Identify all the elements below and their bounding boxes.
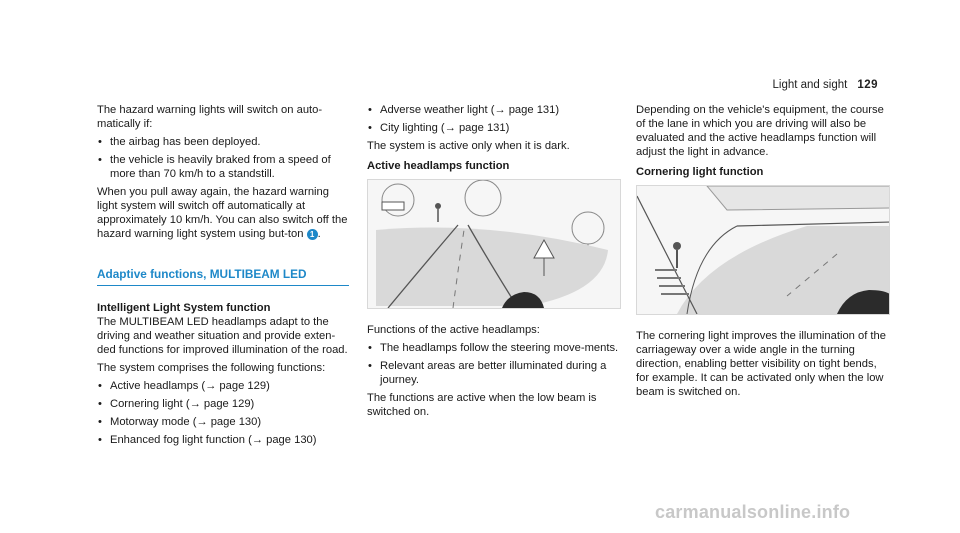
subsection-title: Intelligent Light System function xyxy=(97,302,271,314)
cross-reference-item[interactable]: • Active headlamps (→ page 129) xyxy=(97,379,349,393)
paragraph: Functions of the active headlamps: xyxy=(367,324,540,336)
page-header xyxy=(773,78,879,92)
paragraph: The hazard warning lights will switch on auto-matically if: xyxy=(97,104,323,130)
cross-reference-item[interactable]: • Cornering light (→ page 129) xyxy=(97,397,349,411)
bullet-list xyxy=(367,341,619,387)
paragraph: Depending on the vehicle's equipment, the course of the lane in which you are driving will also be evaluated and the active headlamps function will adjust the light in advance. xyxy=(636,104,884,158)
cornering-light-illustration xyxy=(636,185,890,315)
paragraph: The system comprises the following functions: xyxy=(97,362,326,374)
column-3 xyxy=(636,103,891,403)
cross-reference-item[interactable]: • Adverse weather light (→ page 131) xyxy=(367,103,619,117)
list-item: • the vehicle is heavily braked from a speed of more than 70 km/h to a standstill. xyxy=(97,153,349,181)
paragraph-text: When you pull away again, the hazard warning light system will switch off automatically at approximately 10 km/h. You can also switch off the hazard warning light system using but-ton xyxy=(97,186,348,240)
paragraph xyxy=(97,185,349,241)
list-item: • Relevant areas are better illuminated during a journey. xyxy=(367,359,619,387)
subsection-title: Active headlamps function xyxy=(367,160,510,172)
section-title: Adaptive functions, MULTIBEAM LED xyxy=(97,267,349,286)
page-number: 129 xyxy=(857,79,878,91)
cross-reference-item[interactable]: • City lighting (→ page 131) xyxy=(367,121,619,135)
column-2 xyxy=(367,103,619,423)
callout-badge: 1 xyxy=(307,229,318,240)
cross-reference-item[interactable]: • Enhanced fog light function (→ page 130) xyxy=(97,433,349,447)
active-headlamps-illustration xyxy=(367,179,621,309)
intersection-illustration-svg xyxy=(637,186,890,314)
paragraph: The functions are active when the low beam is switched on. xyxy=(367,392,597,418)
paragraph: The cornering light improves the illumination of the carriageway over a wide angle in the turning direction, enabling better visibility on tight bends, for example. It can be activated only when the low beam is switched on. xyxy=(636,330,886,398)
road-illustration-svg xyxy=(368,180,620,308)
subsection-title: Cornering light function xyxy=(636,166,764,178)
section-name: Light and sight xyxy=(772,79,848,91)
list-item: • The headlamps follow the steering move-ments. xyxy=(367,341,619,355)
bullet-list xyxy=(97,379,349,447)
bullet-list xyxy=(97,135,349,181)
cross-reference-item[interactable]: • Motorway mode (→ page 130) xyxy=(97,415,349,429)
column-1 xyxy=(97,103,349,451)
list-item: • the airbag has been deployed. xyxy=(97,135,349,149)
paragraph: The MULTIBEAM LED headlamps adapt to the driving and weather situation and provide exten-ded functions for improved illumination of the road. xyxy=(97,316,348,356)
paragraph: The system is active only when it is dark. xyxy=(367,140,570,152)
paragraph-text: . xyxy=(317,228,321,240)
bullet-list xyxy=(367,103,619,135)
watermark-text: carmanualsonline.info xyxy=(655,502,851,522)
